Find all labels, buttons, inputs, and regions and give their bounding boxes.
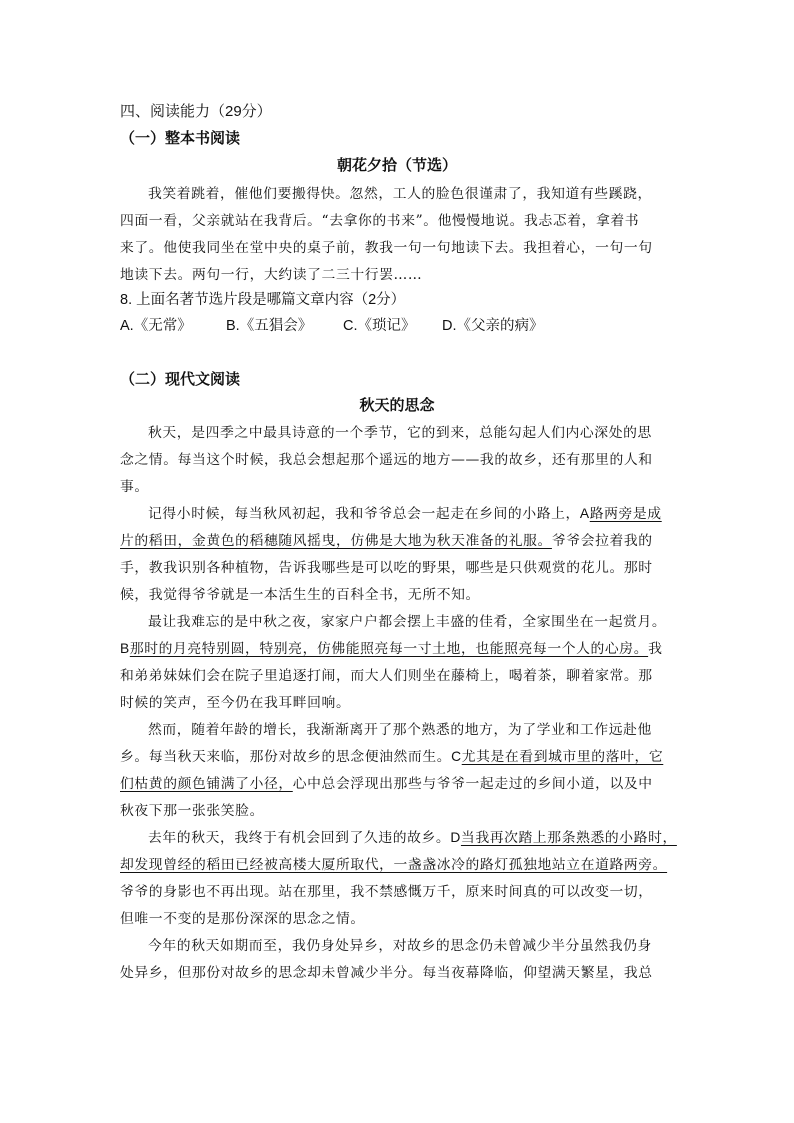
underlined-sentence-d: 却发现曾经的稻田已经被高楼大厦所取代，一盏盏冰冷的路灯孤独地站立在道路两旁。	[120, 857, 668, 873]
underlined-sentence-d: 当我再次踏上那条熟悉的小路时，	[460, 830, 677, 846]
marker-d: D	[450, 830, 461, 845]
question-8: 8. 上面名著节选片段是哪篇文章内容（2分）	[120, 292, 406, 308]
p2-line: 候，我觉得爷爷就是一本活生生的百科全书，无所不知。	[120, 587, 480, 603]
p2-text: 记得小时候，每当秋风初起，我和爷爷总会一起走在乡间的小路上，	[148, 506, 580, 522]
option-b: B.《五猖会》	[226, 318, 313, 334]
p4-text: 心中总会浮现出那些与爷爷一起走过的乡间小道，以及中	[292, 776, 653, 792]
p4-line	[120, 774, 653, 794]
p5-line: 但唯一不变的是那份深深的思念之情。	[120, 911, 365, 927]
part2-title: 秋天的思念	[359, 397, 435, 414]
p3-line: 和弟弟妹妹们会在院子里追逐打闹，而大人们则坐在藤椅上，喝着茶，聊着家常。那	[120, 668, 653, 684]
p1-line: 秋天，是四季之中最具诗意的一个季节，它的到来，总能勾起人们内心深处的思	[148, 425, 652, 441]
p5-text: 去年的秋天，我终于有机会回到了久违的故乡。	[148, 830, 451, 846]
underlined-sentence-c: 尤其是在看到城市里的落叶，它	[461, 749, 664, 765]
part1-text-line: 我笑着跳着，催他们要搬得快。忽然，工人的脸色很谨肃了，我知道有些蹊跷，	[148, 186, 652, 202]
part1-text-line: 四面一看，父亲就站在我背后。“去拿你的书来”。他慢慢地说。我忐忑着，拿着书	[120, 213, 640, 229]
p4-line: 然而，随着年龄的增长，我渐渐离开了那个熟悉的地方，为了学业和工作远赴他	[148, 722, 652, 738]
p4-line	[120, 747, 663, 767]
p4-text: 乡。每当秋天来临，那份对故乡的思念便油然而生。	[120, 749, 452, 765]
p2-text: 爷爷会拉着我的	[551, 533, 653, 549]
part1-heading: （一）整本书阅读	[120, 130, 241, 147]
p3-text: 我	[648, 641, 663, 657]
option-d: D.《父亲的病》	[442, 318, 544, 334]
option-a: A.《无常》	[120, 318, 192, 334]
part2-heading: （二）现代文阅读	[120, 371, 241, 388]
marker-c: C	[451, 749, 462, 764]
part1-text-line: 地读下去。两句一行，大约读了二三十行罢……	[120, 267, 423, 283]
p5-line	[148, 828, 677, 848]
p3-line: 时候的笑声，至今仍在我耳畔回响。	[120, 695, 351, 711]
p2-line: 手，教我识别各种植物，告诉我哪些是可以吃的野果，哪些是只供观赏的花儿。那时	[120, 560, 653, 576]
p1-line: 念之情。每当这个时候，我总会想起那个遥远的地方——我的故乡，还有那里的人和	[120, 452, 653, 468]
p5-line: 爷爷的身影也不再出现。站在那里，我不禁感慨万千，原来时间真的可以改变一切，	[120, 884, 653, 900]
underlined-sentence-a: 路两旁是成	[589, 506, 662, 522]
p6-line: 处异乡，但那份对故乡的思念却未曾减少半分。每当夜幕降临，仰望满天繁星，我总	[120, 965, 653, 981]
option-c: C.《琐记》	[343, 318, 416, 334]
p4-line: 秋夜下那一张张笑脸。	[120, 803, 264, 819]
marker-a: A	[579, 506, 590, 521]
p2-line	[148, 504, 662, 524]
p5-line	[120, 855, 667, 875]
underlined-sentence-a: 片的稻田，金黄色的稻穗随风摇曳，仿佛是大地为秋天准备的礼服。	[120, 533, 552, 549]
p6-line: 今年的秋天如期而至，我仍身处异乡，对故乡的思念仍未曾减少半分虽然我仍身	[148, 938, 652, 954]
p3-line	[120, 639, 663, 659]
marker-b: B	[120, 641, 130, 656]
part1-text-line: 来了。他使我同坐在堂中央的桌子前，教我一句一句地读下去。我担着心，一句一句	[120, 240, 653, 256]
p1-line: 事。	[120, 479, 149, 495]
p2-line	[120, 531, 653, 551]
part1-title: 朝花夕拾（节选）	[336, 157, 457, 174]
section-heading: 四、阅读能力（29分）	[120, 103, 272, 120]
underlined-sentence-c: 们枯黄的颜色铺满了小径，	[120, 776, 293, 792]
p3-line: 最让我难忘的是中秋之夜，家家户户都会摆上丰盛的佳肴，全家围坐在一起赏月。	[148, 614, 667, 630]
underlined-sentence-b: 那时的月亮特别圆，特别亮，仿佛能照亮每一寸土地，也能照亮每一个人的心房。	[129, 641, 649, 657]
